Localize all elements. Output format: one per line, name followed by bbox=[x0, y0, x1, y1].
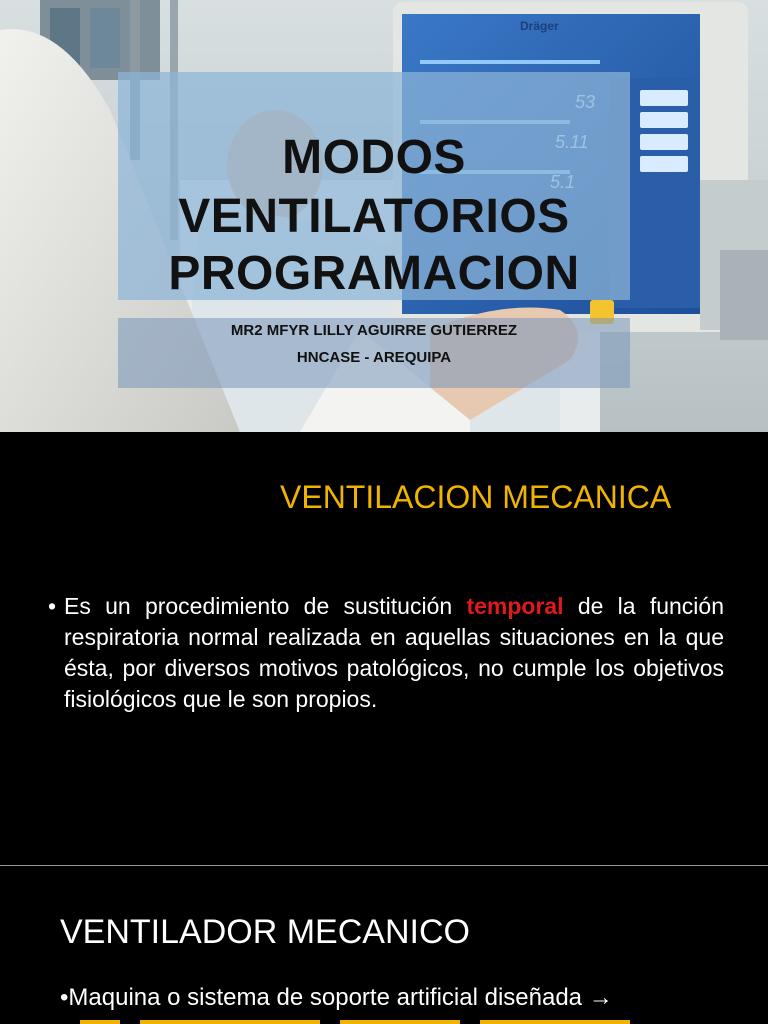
monitor-brand: Dräger bbox=[520, 19, 559, 33]
paragraph-text-end: de la función respiratoria normal realizada en aquellas situaciones en la que ésta, por diversos motivos patológicos, no cumple los objetivos fisiológicos que le son propios. bbox=[64, 593, 725, 712]
slide-heading: VENTILACION MECANICA bbox=[280, 479, 672, 515]
title-box bbox=[118, 72, 630, 300]
title-slide bbox=[0, 0, 768, 432]
cut-off-text-fragment bbox=[80, 1016, 640, 1024]
title-line-2: VENTILATORIOS bbox=[178, 190, 570, 243]
bullet-marker: • bbox=[48, 593, 57, 619]
title-line-1: MODOS bbox=[282, 131, 466, 184]
highlight-word: temporal bbox=[466, 593, 564, 619]
slide-heading-2: VENTILADOR MECANICO bbox=[60, 913, 470, 951]
ventilador-text: Maquina o sistema de soporte artificial diseñada → bbox=[68, 984, 613, 1011]
content-slide-ventilador bbox=[0, 866, 768, 1024]
paragraph-text bbox=[50, 591, 724, 715]
bullet-marker-2: • bbox=[60, 984, 69, 1011]
definition-paragraph bbox=[50, 591, 724, 715]
paragraph-text-start: Es un procedimiento de sustitución bbox=[64, 593, 467, 619]
ventilador-paragraph bbox=[60, 984, 613, 1012]
author-line: MR2 MFYR LILLY AGUIRRE GUTIERREZ bbox=[230, 322, 518, 339]
title-line-3: PROGRAMACION bbox=[168, 247, 580, 300]
subtitle-box bbox=[118, 318, 630, 388]
content-slide-ventilacion bbox=[0, 432, 768, 865]
institution-line: HNCASE - AREQUIPA bbox=[296, 349, 452, 366]
